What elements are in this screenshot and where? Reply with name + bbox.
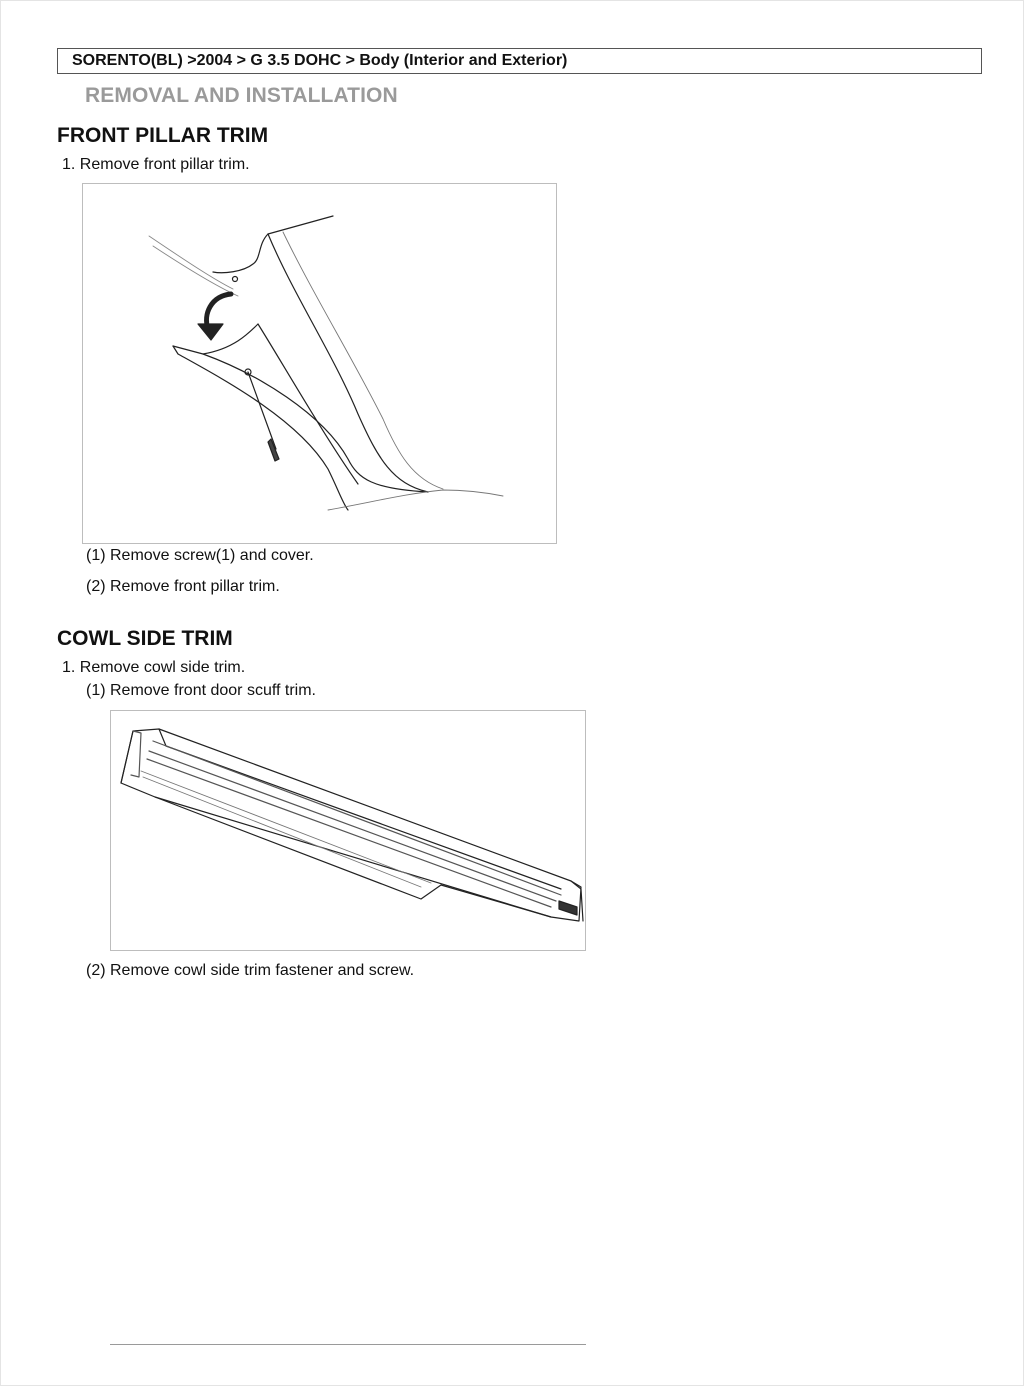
- cowl-side-figure: [110, 710, 586, 951]
- front-pillar-figure: [82, 183, 557, 544]
- cowl-side-heading: COWL SIDE TRIM: [57, 627, 233, 650]
- front-pillar-substep-2: (2) Remove front pillar trim.: [86, 578, 280, 595]
- section-title: REMOVAL AND INSTALLATION: [85, 84, 398, 107]
- scuff-trim-illustration-icon: [111, 711, 585, 950]
- cowl-side-step-1: 1. Remove cowl side trim.: [62, 659, 246, 676]
- front-pillar-substep-1: (1) Remove screw(1) and cover.: [86, 547, 314, 564]
- breadcrumb: SORENTO(BL) >2004 > G 3.5 DOHC > Body (Interior and Exterior): [57, 48, 982, 74]
- cowl-side-substep-1: (1) Remove front door scuff trim.: [86, 682, 316, 699]
- front-pillar-step-1: 1. Remove front pillar trim.: [62, 156, 250, 173]
- pillar-trim-illustration-icon: [83, 184, 556, 543]
- front-pillar-heading: FRONT PILLAR TRIM: [57, 124, 269, 147]
- cowl-side-substep-2: (2) Remove cowl side trim fastener and screw.: [86, 962, 415, 979]
- footer-divider: [110, 1344, 586, 1345]
